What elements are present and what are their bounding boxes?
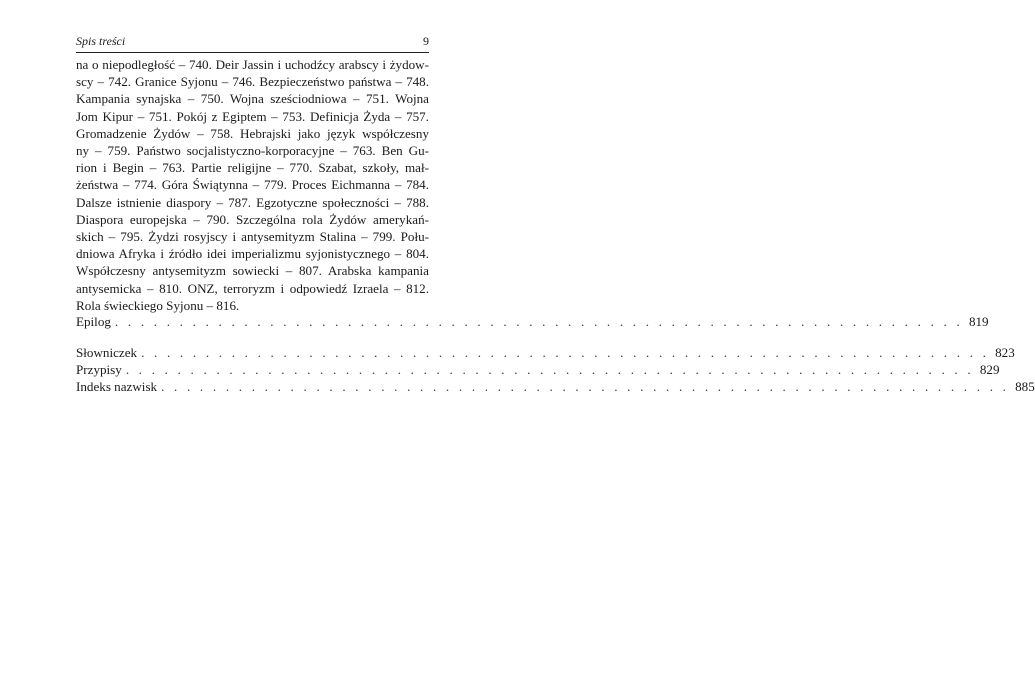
toc-entry-label: Słowniczek	[76, 345, 138, 360]
paragraph-line: antysemicka – 810. ONZ, terroryzm i odpowiedź Izraela – 812.	[76, 280, 429, 296]
paragraph-line: Diaspora europejska – 790. Szczególna rola Żydów amerykań-	[76, 211, 429, 227]
paragraph-line: rion i Begin – 763. Partie religijne – 770. Szabat, szkoły, mał-	[76, 160, 429, 176]
toc-entry-page: 819	[968, 314, 989, 329]
toc-entry-page: 885	[1015, 379, 1035, 394]
paragraph-line: na o niepodległość – 740. Deir Jassin i uchodźcy arabscy i żydow-	[76, 57, 429, 72]
toc-entry-page: 823	[995, 345, 1015, 360]
paragraph-line: skich – 795. Żydzi rosyjscy i antysemityzm Stalina – 799. Połu-	[76, 229, 429, 245]
toc-entry-label: Przypisy	[76, 362, 122, 377]
toc-leader-dots: . . . . . . . . . . . . . . . . . . . . . . . . . . . . . . . . . . . . . . . . . . . . . . . . . . . . . . . . . . . . . . . . . .	[114, 314, 963, 329]
toc-entry-slowniczek	[76, 345, 1015, 362]
toc-entry-indeks-nazwisk	[76, 379, 1035, 396]
toc-leader-dots: . . . . . . . . . . . . . . . . . . . . . . . . . . . . . . . . . . . . . . . . . . . . . . . . . . . . . . . . . . . . . . . . . .	[161, 379, 1010, 394]
paragraph-line: Jom Kipur – 751. Pokój z Egiptem – 753. Definicja Żyda – 757.	[76, 108, 429, 124]
running-head	[76, 34, 429, 50]
paragraph-line: Dalsze istnienie diaspory – 787. Egzotyczne społeczności – 788.	[76, 194, 429, 210]
toc-leader-dots: . . . . . . . . . . . . . . . . . . . . . . . . . . . . . . . . . . . . . . . . . . . . . . . . . . . . . . . . . . . . . . . . . .	[125, 362, 974, 377]
paragraph-line: dniowa Afryka i źródło idei imperializmu syjonistycznego – 804.	[76, 246, 429, 262]
toc-entry-epilog	[76, 314, 989, 331]
toc-entry-label: Indeks nazwisk	[76, 379, 158, 394]
contents-paragraph	[76, 56, 429, 314]
header-rule	[76, 52, 429, 53]
paragraph-line: Rola świeckiego Syjonu – 816.	[76, 297, 240, 313]
toc-entry-label: Epilog	[76, 314, 111, 329]
page-number: 9	[423, 34, 429, 48]
paragraph-line: żeństwa – 774. Góra Świątynna – 779. Proces Eichmanna – 784.	[76, 177, 429, 193]
paragraph-line: Współczesny antysemityzm sowiecki – 807. Arabska kampania	[76, 263, 429, 279]
paragraph-line: Kampania synajska – 750. Wojna sześciodniowa – 751. Wojna	[76, 91, 429, 107]
toc-leader-dots: . . . . . . . . . . . . . . . . . . . . . . . . . . . . . . . . . . . . . . . . . . . . . . . . . . . . . . . . . . . . . . . . . .	[141, 345, 990, 360]
toc-entry-page: 829	[979, 362, 1000, 377]
paragraph-line: scy – 742. Granice Syjonu – 746. Bezpieczeństwo państwa – 748.	[76, 74, 429, 90]
paragraph-line: ny – 759. Państwo socjalistyczno-korporacyjne – 763. Ben Gu-	[76, 143, 429, 159]
running-title: Spis treści	[76, 34, 126, 48]
paragraph-line: Gromadzenie Żydów – 758. Hebrajski jako język współczesny	[76, 125, 429, 141]
toc-entry-przypisy	[76, 362, 1000, 379]
